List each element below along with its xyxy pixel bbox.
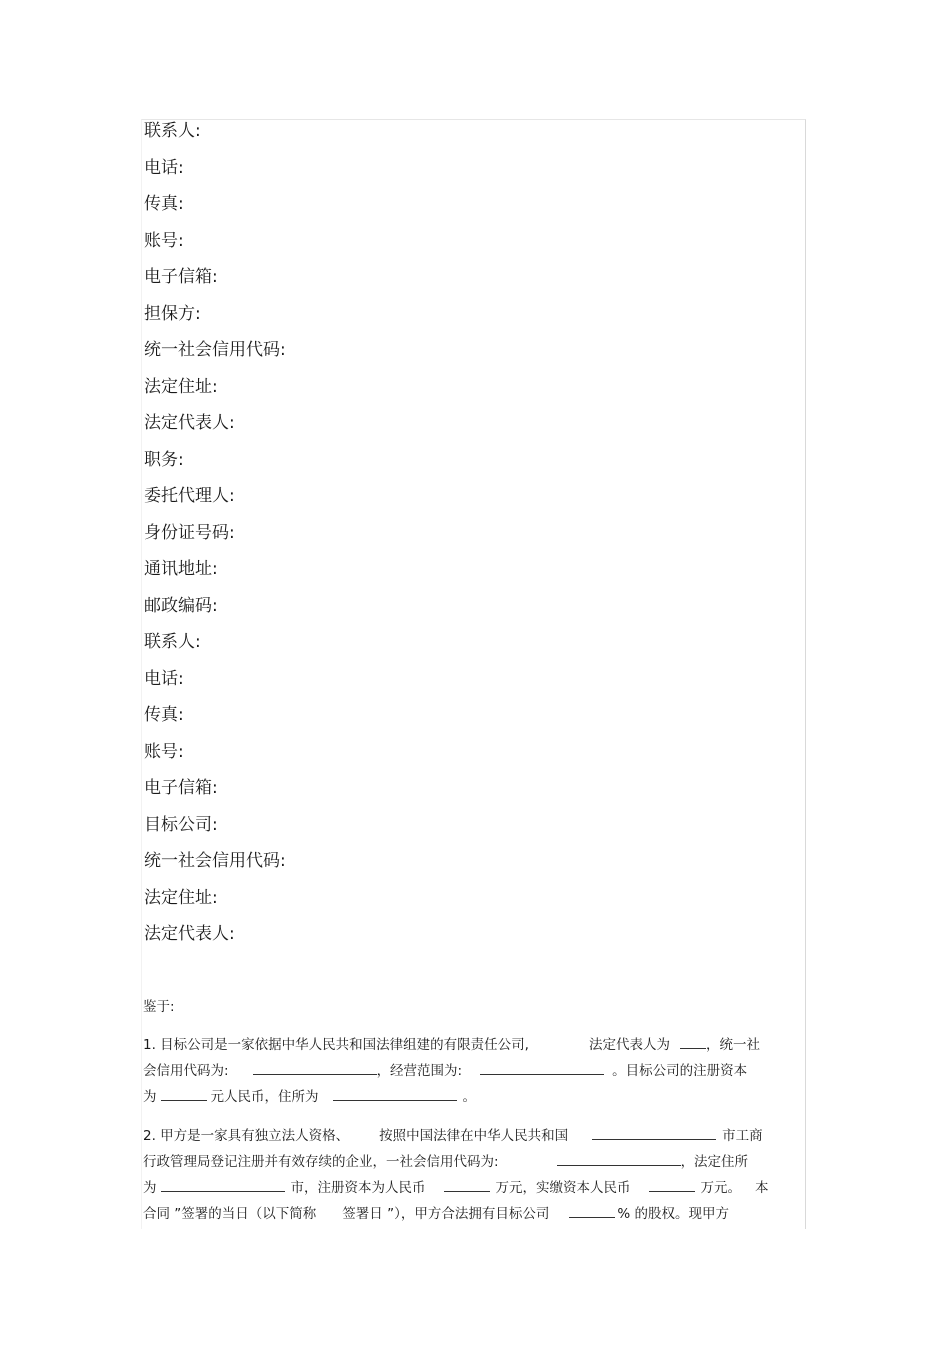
registered-capital-blank bbox=[161, 1086, 207, 1101]
text: ，经营范围为: bbox=[376, 1063, 463, 1079]
recital-2 bbox=[143, 1123, 803, 1227]
text: 本 bbox=[755, 1180, 769, 1196]
field-label: 统一社会信用代码: bbox=[144, 851, 286, 871]
field-label: 电话: bbox=[144, 668, 184, 689]
address-blank bbox=[333, 1086, 457, 1101]
field-label: 邮政编码: bbox=[144, 595, 218, 616]
field-label: 电子信箱: bbox=[144, 267, 218, 287]
text: 按照中国法律在中华人民共和国 bbox=[379, 1128, 569, 1144]
text: 会信用代码为: bbox=[143, 1063, 229, 1079]
text: 2. 甲方是一家具有独立法人资格、 bbox=[143, 1128, 350, 1144]
credit-code-blank bbox=[557, 1151, 681, 1166]
field-label: 统一社会信用代码: bbox=[144, 340, 286, 360]
field-label: 通讯地址: bbox=[144, 559, 218, 579]
text: 市，注册资本为人民币 bbox=[290, 1180, 426, 1196]
field-label: 委托代理人: bbox=[144, 486, 235, 506]
field-label: 账号: bbox=[144, 230, 184, 251]
text: 为 bbox=[143, 1089, 157, 1105]
text: 法定代表人为 bbox=[588, 1037, 670, 1053]
registered-capital-blank bbox=[444, 1177, 490, 1192]
text: % 的股权。现甲方 bbox=[617, 1206, 729, 1222]
field-label: 传真: bbox=[144, 705, 184, 725]
residence-city-blank bbox=[161, 1177, 285, 1192]
field-label: 电话: bbox=[144, 157, 184, 178]
business-scope-blank bbox=[480, 1060, 604, 1075]
paid-capital-blank bbox=[649, 1177, 695, 1192]
whereas-heading: 鉴于: bbox=[143, 999, 175, 1015]
text: ，统一社 bbox=[705, 1037, 760, 1053]
text: 。目标公司的注册资本 bbox=[612, 1063, 748, 1079]
text: 1. 目标公司是一家依据中华人民共和国法律组建的有限责任公司, bbox=[143, 1037, 529, 1053]
equity-percent-blank bbox=[569, 1203, 615, 1218]
credit-code-blank bbox=[253, 1060, 377, 1075]
field-label: 联系人: bbox=[144, 121, 201, 141]
field-label: 担保方: bbox=[144, 303, 201, 324]
legal-rep-blank bbox=[680, 1034, 706, 1049]
field-label: 账号: bbox=[144, 741, 184, 762]
field-label: 联系人: bbox=[144, 632, 201, 652]
text: 。 bbox=[462, 1089, 476, 1105]
text: 行政管理局登记注册并有效存续的企业，一社会信用代码为: bbox=[143, 1154, 499, 1170]
field-label: 传真: bbox=[144, 194, 184, 214]
field-label: 身份证号码: bbox=[144, 522, 235, 543]
city-blank bbox=[592, 1125, 716, 1140]
text: 为 bbox=[143, 1180, 157, 1196]
recital-1 bbox=[143, 1032, 803, 1110]
field-label: 职务: bbox=[144, 449, 184, 470]
party-field-list bbox=[144, 119, 784, 959]
text: 万元，实缴资本人民币 bbox=[495, 1180, 631, 1196]
field-label: 法定代表人: bbox=[144, 924, 235, 944]
text: 万元。 bbox=[700, 1180, 741, 1196]
text: 元人民币，住所为 bbox=[210, 1089, 319, 1105]
text: 合同 ”签署的当日（以下简称 bbox=[143, 1206, 317, 1222]
text: 签署日 ”），甲方合法拥有目标公司 bbox=[342, 1206, 550, 1222]
field-label: 电子信箱: bbox=[144, 778, 218, 798]
field-label: 法定住址: bbox=[144, 887, 218, 908]
field-label: 法定住址: bbox=[144, 376, 218, 397]
field-label: 法定代表人: bbox=[144, 413, 235, 433]
field-label: 目标公司: bbox=[144, 814, 218, 835]
text: ，法定住所 bbox=[680, 1154, 749, 1170]
text: 市工商 bbox=[722, 1128, 763, 1144]
